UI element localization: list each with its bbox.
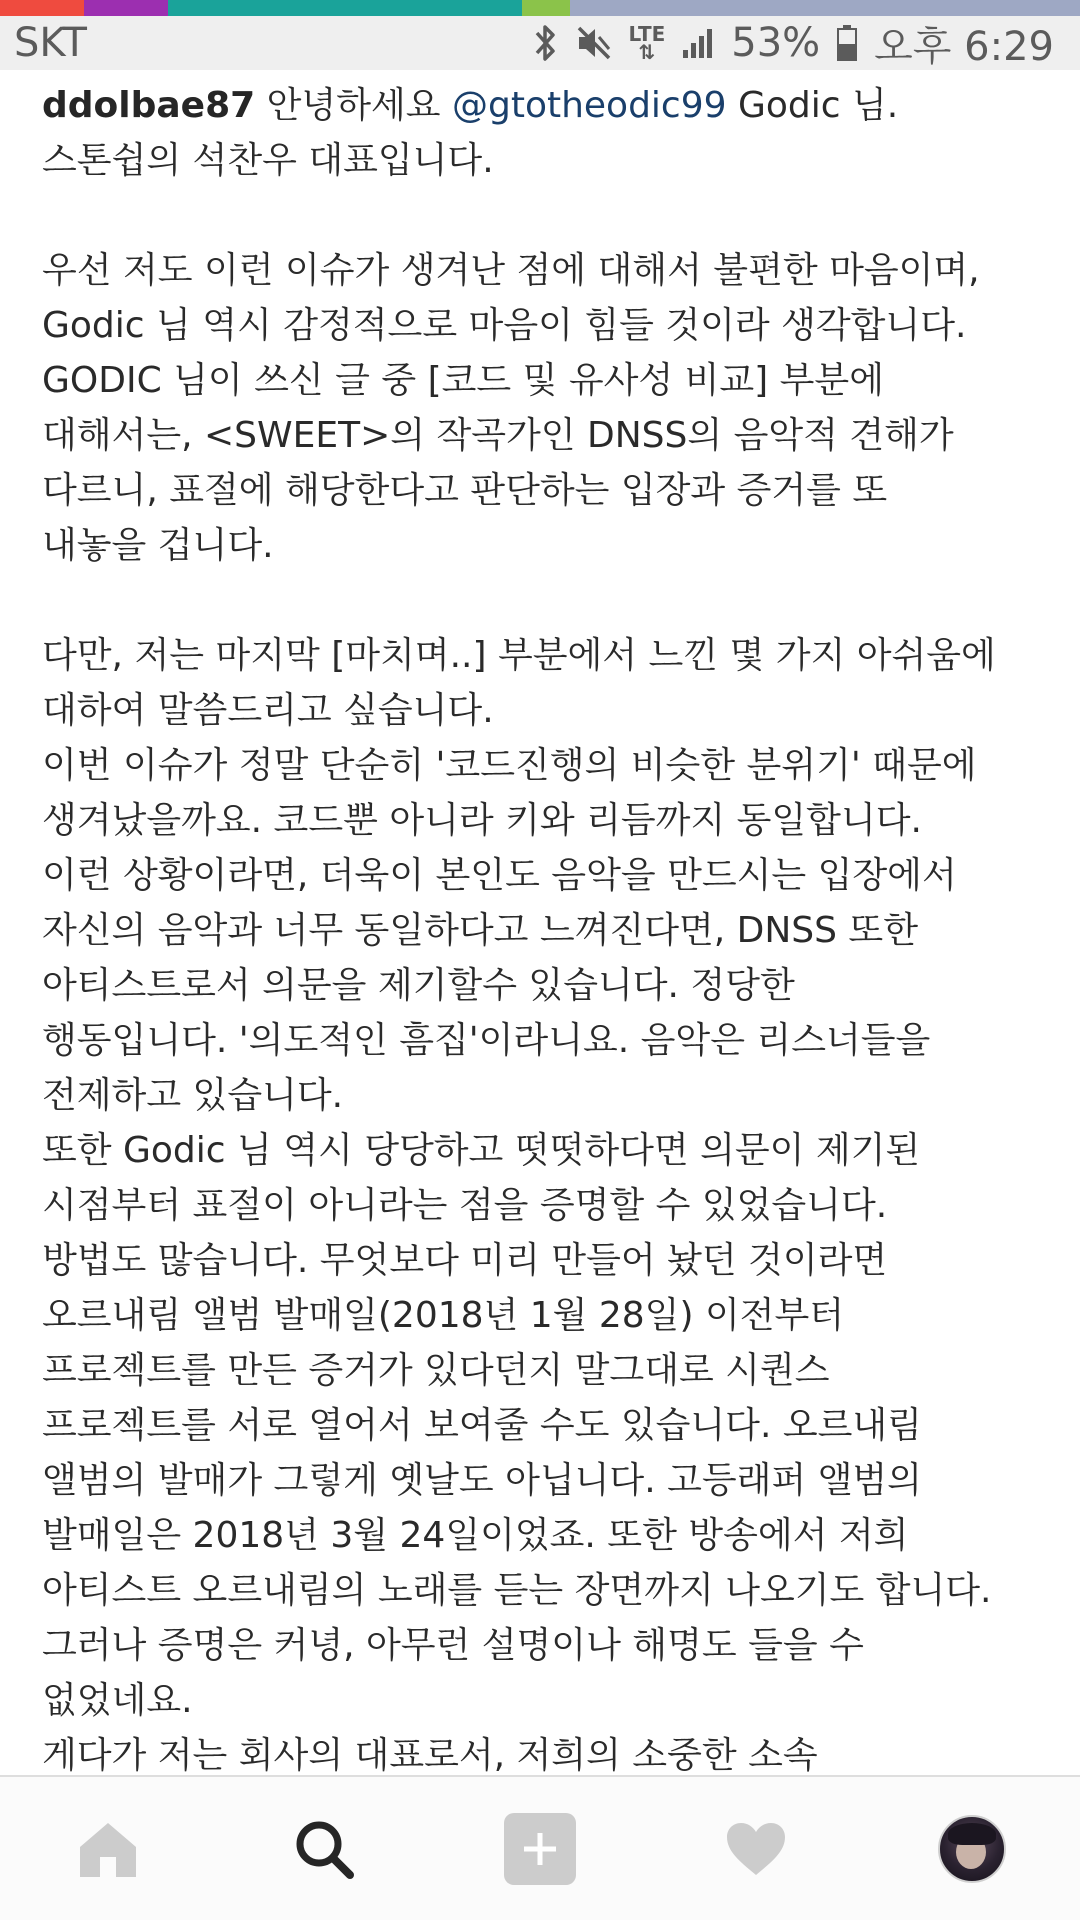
comment-line: 아티스트로서 의문을 제기할수 있습니다. 정당한 bbox=[42, 965, 795, 1006]
comment-line: GODIC 님이 쓰신 글 중 [코드 및 유사성 비교] 부분에 bbox=[42, 360, 884, 401]
comment-line: 자신의 음악과 너무 동일하다고 느껴진다면, DNSS 또한 bbox=[42, 910, 918, 951]
comment-line: 프로젝트를 서로 열어서 보여줄 수도 있습니다. 오르내림 bbox=[42, 1405, 922, 1446]
nav-home[interactable] bbox=[48, 1789, 168, 1909]
signal-icon bbox=[681, 26, 715, 60]
comment-line: 게다가 저는 회사의 대표로서, 저희의 소중한 소속 bbox=[42, 1735, 818, 1775]
add-post-icon bbox=[504, 1813, 576, 1885]
comment-line: 프로젝트를 만든 증거가 있다던지 말그대로 시퀀스 bbox=[42, 1350, 830, 1391]
comment-text bbox=[0, 70, 1080, 1775]
mute-icon bbox=[575, 24, 613, 62]
comment-line: 우선 저도 이런 이슈가 생겨난 점에 대해서 불편한 마음이며, bbox=[42, 250, 980, 291]
mention-link[interactable]: @gtotheodic99 bbox=[451, 85, 727, 126]
username-link[interactable]: ddolbae87 bbox=[42, 85, 256, 126]
comment-line: 전제하고 있습니다. bbox=[42, 1075, 344, 1116]
bluetooth-icon bbox=[533, 23, 559, 63]
comment-body bbox=[42, 133, 1050, 1775]
blank-line bbox=[42, 188, 1050, 243]
greeting-text: 안녕하세요 bbox=[266, 85, 441, 126]
battery-icon bbox=[836, 24, 858, 62]
comment-line: 발매일은 2018년 3월 24일이었죠. 또한 방송에서 저희 bbox=[42, 1515, 909, 1556]
nav-profile[interactable] bbox=[912, 1789, 1032, 1909]
battery-percent: 53% bbox=[731, 20, 821, 66]
lte-indicator: LTE ⇅ bbox=[628, 22, 666, 64]
nav-search[interactable] bbox=[264, 1789, 384, 1909]
comment-line: 생겨났을까요. 코드뿐 아니라 키와 리듬까지 동일합니다. bbox=[42, 800, 922, 841]
home-icon bbox=[76, 1819, 140, 1879]
comment-line: 시점부터 표절이 아니라는 점을 증명할 수 있었습니다. bbox=[42, 1185, 888, 1226]
blank-line bbox=[42, 573, 1050, 628]
comment-line: 오르내림 앨범 발매일(2018년 1월 28일) 이전부터 bbox=[42, 1295, 845, 1336]
comment-line: 대하여 말씀드리고 싶습니다. bbox=[42, 690, 494, 731]
nav-activity[interactable] bbox=[696, 1789, 816, 1909]
comment-line: 또한 Godic 님 역시 당당하고 떳떳하다면 의문이 제기된 bbox=[42, 1130, 921, 1171]
comment-line: 아티스트 오르내림의 노래를 듣는 장면까지 나오기도 합니다. bbox=[42, 1570, 992, 1611]
nav-add-post[interactable] bbox=[480, 1789, 600, 1909]
heart-icon bbox=[725, 1821, 787, 1877]
comment-line: 대해서는, <SWEET>의 작곡가인 DNSS의 음악적 견해가 bbox=[42, 415, 954, 456]
comment-line: 스톤쉽의 석찬우 대표입니다. bbox=[42, 140, 494, 181]
greeting-rest: Godic 님. bbox=[738, 85, 899, 126]
comment-line: 이런 상황이라면, 더욱이 본인도 음악을 만드시는 입장에서 bbox=[42, 855, 957, 896]
comment-line: 다만, 저는 마지막 [마치며..] 부분에서 느낀 몇 가지 아쉬움에 bbox=[42, 635, 996, 676]
profile-avatar[interactable] bbox=[938, 1815, 1006, 1883]
comment-line: 내놓을 겁니다. bbox=[42, 525, 274, 566]
comment-line: 이번 이슈가 정말 단순히 '코드진행의 비슷한 분위기' 때문에 bbox=[42, 745, 977, 786]
clock: 오후 6:29 bbox=[874, 23, 1054, 70]
bottom-navigation bbox=[0, 1775, 1080, 1920]
comment-line: 없었네요. bbox=[42, 1680, 193, 1721]
comment-line: 앨범의 발매가 그렇게 옛날도 아닙니다. 고등래퍼 앨범의 bbox=[42, 1460, 922, 1501]
comment-line: 다르니, 표절에 해당한다고 판단하는 입장과 증거를 또 bbox=[42, 470, 888, 511]
search-icon bbox=[293, 1818, 355, 1880]
status-bar bbox=[0, 16, 1080, 70]
comment-line: 그러나 증명은 커녕, 아무런 설명이나 해명도 들을 수 bbox=[42, 1625, 864, 1666]
carrier-label: SKT bbox=[14, 20, 87, 66]
comment-line: 방법도 많습니다. 무엇보다 미리 만들어 놨던 것이라면 bbox=[42, 1240, 888, 1281]
comment-line: 행동입니다. '의도적인 흠집'이라니요. 음악은 리스너들을 bbox=[42, 1020, 931, 1061]
comment-line: Godic 님 역시 감정적으로 마음이 힘들 것이라 생각합니다. bbox=[42, 305, 967, 346]
comment-first-line bbox=[42, 78, 1050, 133]
